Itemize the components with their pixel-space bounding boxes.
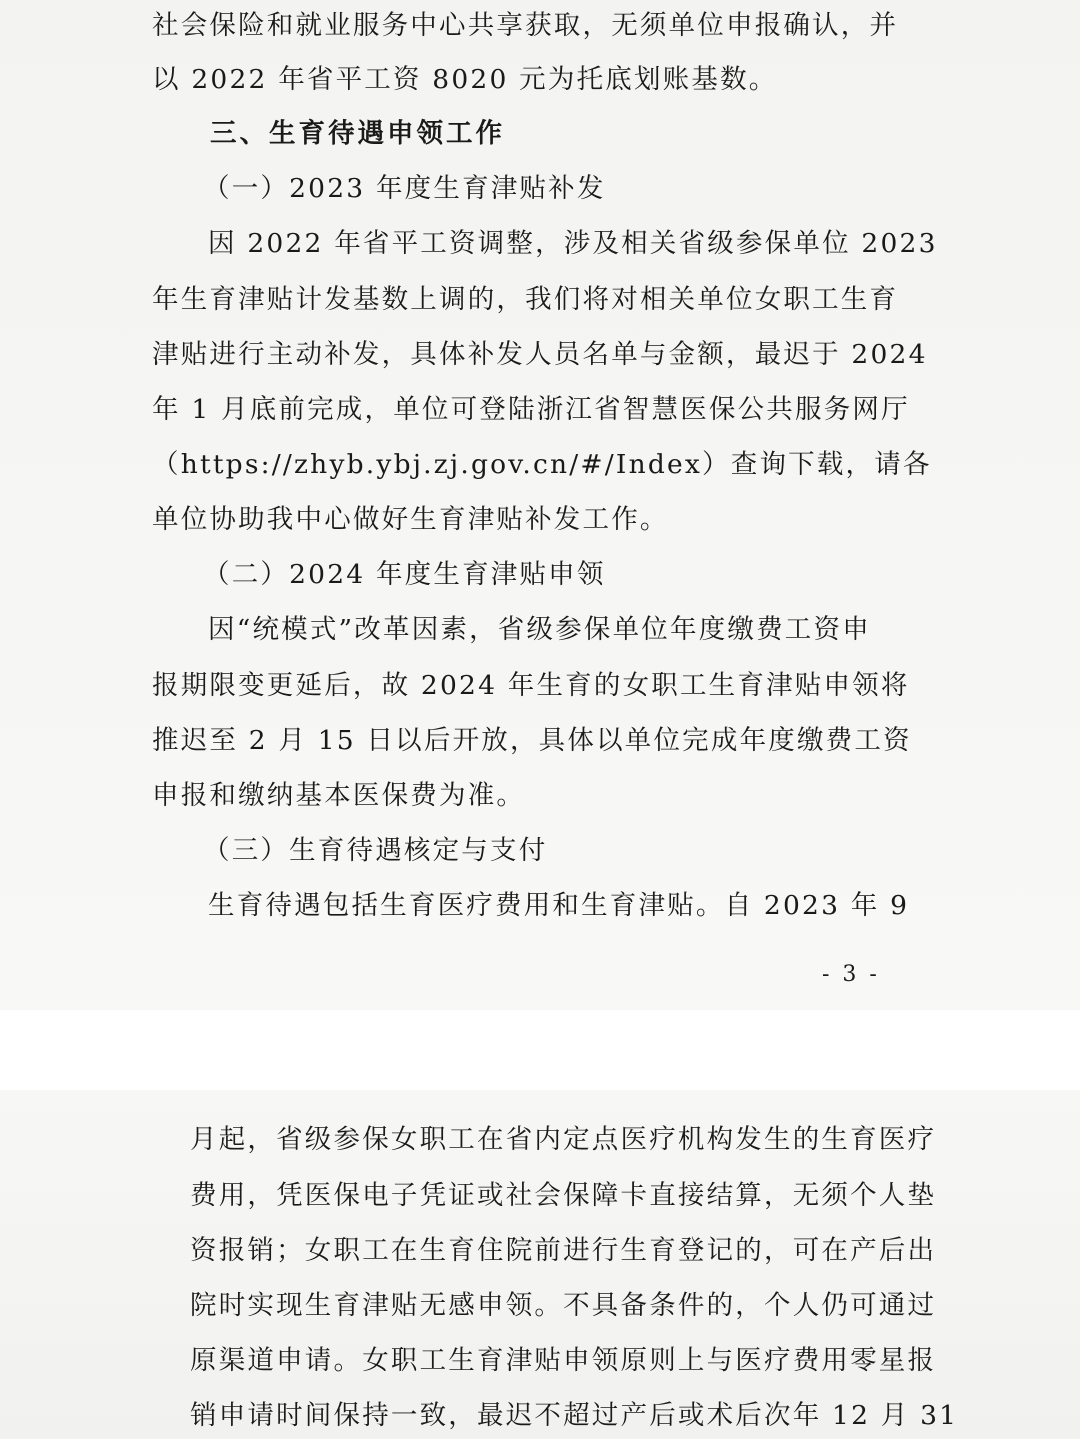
subsection-heading: （一）2023 年度生育津贴补发: [203, 173, 606, 204]
text-line: 年生育津贴计发基数上调的，我们将对相关单位女职工生育: [152, 284, 899, 315]
subsection-heading: （三）生育待遇核定与支付: [203, 835, 548, 866]
text-line: 销申请时间保持一致，最迟不超过产后或术后次年 12 月 31: [190, 1400, 959, 1431]
section-heading: 三、生育待遇申领工作: [210, 118, 505, 149]
url-line: （https://zhyb.ybj.zj.gov.cn/#/Index）查询下载，请各: [152, 449, 932, 480]
text-line: 单位协助我中心做好生育津贴补发工作。: [152, 504, 669, 535]
text-line: 报期限变更延后，故 2024 年生育的女职工生育津贴申领将: [152, 670, 910, 701]
text-line: 生育待遇包括生育医疗费用和生育津贴。自 2023 年 9: [208, 890, 910, 921]
page-number: - 3 -: [822, 962, 880, 987]
text-line: 月起，省级参保女职工在省内定点医疗机构发生的生育医疗: [190, 1124, 937, 1155]
text-line: 因“统模式”改革因素，省级参保单位年度缴费工资申: [208, 614, 871, 645]
text-line: 推迟至 2 月 15 日以后开放，具体以单位完成年度缴费工资: [152, 725, 912, 756]
text-line: 津贴进行主动补发，具体补发人员名单与金额，最迟于 2024: [152, 339, 928, 370]
text-line: 年 1 月底前完成，单位可登陆浙江省智慧医保公共服务网厅: [152, 394, 910, 425]
document-page-lower: [0, 1090, 1080, 1439]
text-line: 申报和缴纳基本医保费为准。: [152, 780, 526, 811]
text-line: 以 2022 年省平工资 8020 元为托底划账基数。: [152, 64, 778, 95]
text-line: 院时实现生育津贴无感申领。不具备条件的，个人仍可通过: [190, 1290, 937, 1321]
page-separator: [0, 1010, 1080, 1090]
subsection-heading: （二）2024 年度生育津贴申领: [203, 559, 606, 590]
text-line: 社会保险和就业服务中心共享获取，无须单位申报确认，并: [152, 10, 899, 41]
text-line: 原渠道申请。女职工生育津贴申领原则上与医疗费用零星报: [190, 1345, 937, 1376]
text-line: 资报销；女职工在生育住院前进行生育登记的，可在产后出: [190, 1235, 937, 1266]
text-line: 因 2022 年省平工资调整，涉及相关省级参保单位 2023: [208, 228, 938, 259]
text-line: 费用，凭医保电子凭证或社会保障卡直接结算，无须个人垫: [190, 1180, 937, 1211]
